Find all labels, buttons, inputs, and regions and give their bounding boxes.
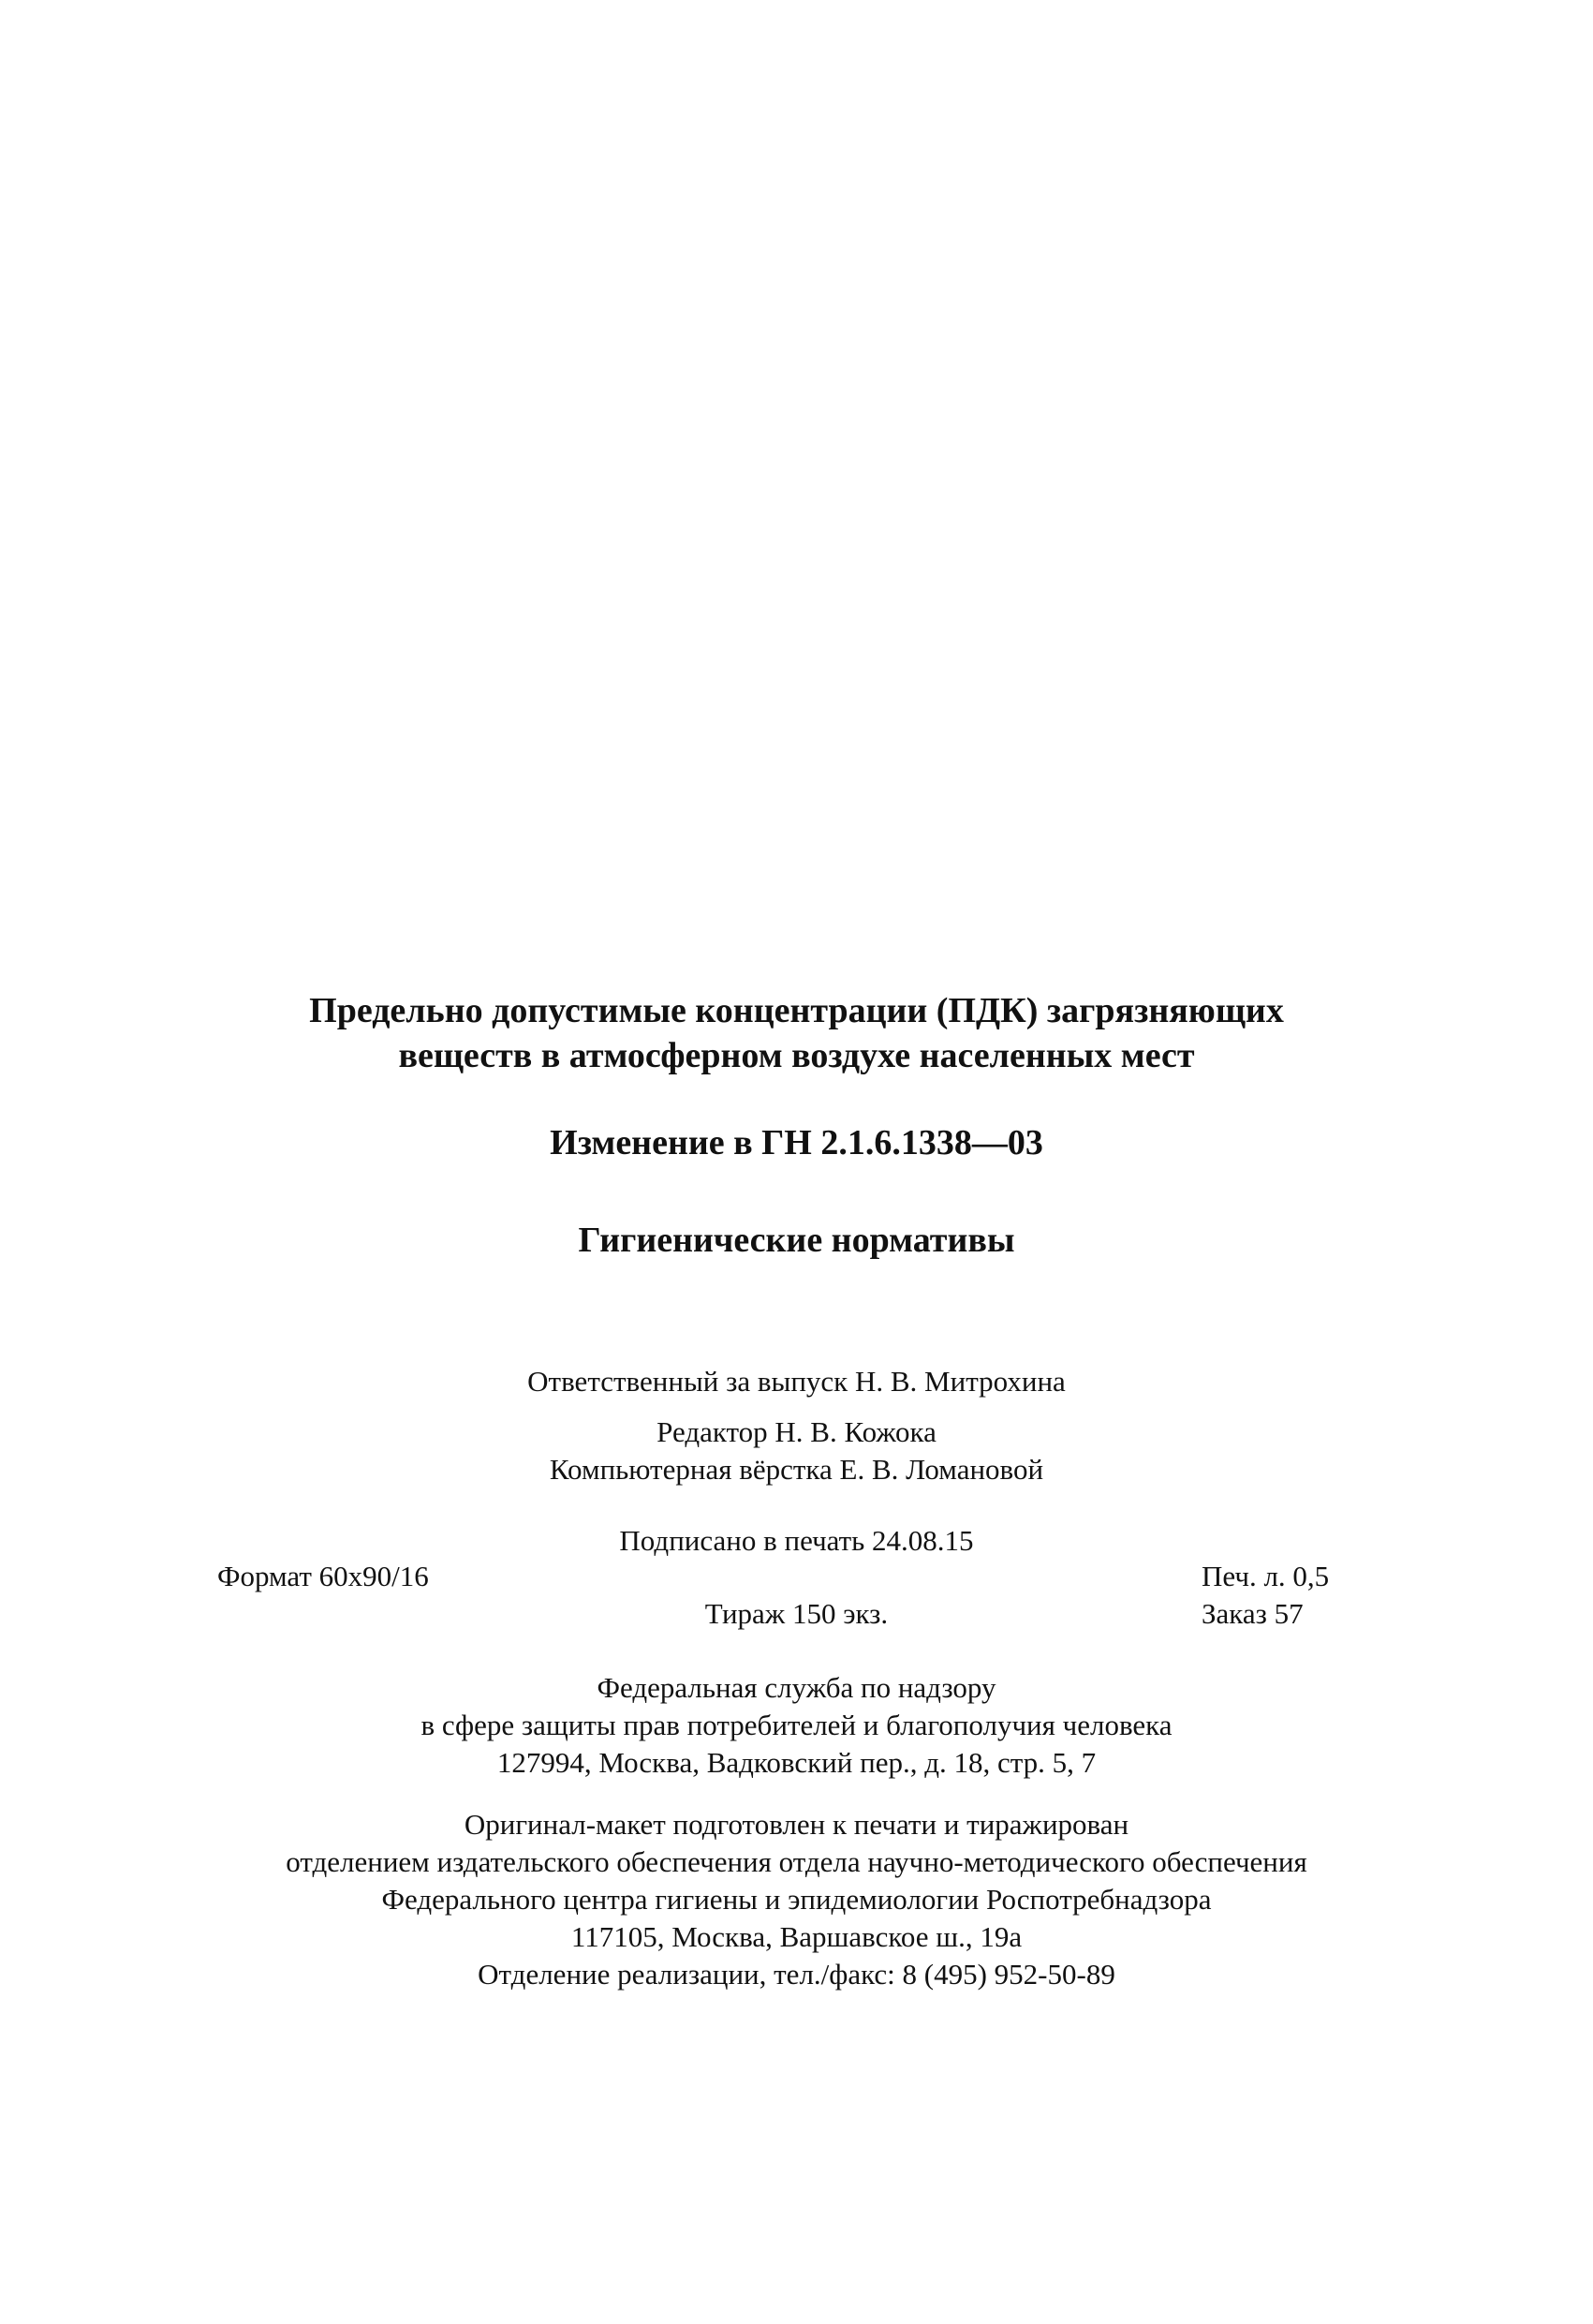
agency-line-1: Федеральная служба по надзору (597, 1671, 996, 1704)
agency-address: 127994, Москва, Вадковский пер., д. 18, стр. 5, 7 (496, 1746, 1097, 1779)
signed-for-print: Подписано в печать 24.08.15 (619, 1524, 974, 1557)
agency-block (0, 1669, 1593, 1782)
paper-format: Формат 60x90/16 (217, 1560, 429, 1592)
order-number: Заказ 57 (1202, 1597, 1304, 1630)
title-line-2: веществ в атмосферном воздухе населенных мест (398, 1036, 1195, 1075)
agency-line-2: в сфере защиты прав потребителей и благополучия человека (420, 1709, 1173, 1741)
amendment-heading: Изменение в ГН 2.1.6.1338—03 (550, 1123, 1043, 1162)
layout-designer: Компьютерная вёрстка Е. В. Ломановой (549, 1453, 1044, 1486)
editor: Редактор Н. В. Кожока (656, 1415, 937, 1448)
document-subtitle: Гигиенические нормативы (578, 1221, 1015, 1260)
credits-block (0, 1363, 1593, 1488)
sales-contact: Отделение реализации, тел./факс: 8 (495) 952-50-89 (478, 1958, 1115, 1991)
document-title (0, 988, 1593, 1078)
printer-line-1: Оригинал-макет подготовлен к печати и тиражирован (464, 1808, 1129, 1841)
printer-block (0, 1806, 1593, 1993)
printer-line-3: Федерального центра гигиены и эпидемиологии Роспотребнадзора (381, 1883, 1212, 1916)
title-line-1: Предельно допустимые концентрации (ПДК) загрязняющих (309, 991, 1284, 1030)
printer-address: 117105, Москва, Варшавское ш., 19а (570, 1920, 1023, 1953)
responsible-person: Ответственный за выпуск Н. В. Митрохина (527, 1365, 1066, 1398)
printed-sheets: Печ. л. 0,5 (1202, 1560, 1330, 1592)
print-run: Тираж 150 экз. (704, 1597, 889, 1630)
printer-line-2: отделением издательского обеспечения отдела научно-методического обеспечения (286, 1845, 1307, 1878)
